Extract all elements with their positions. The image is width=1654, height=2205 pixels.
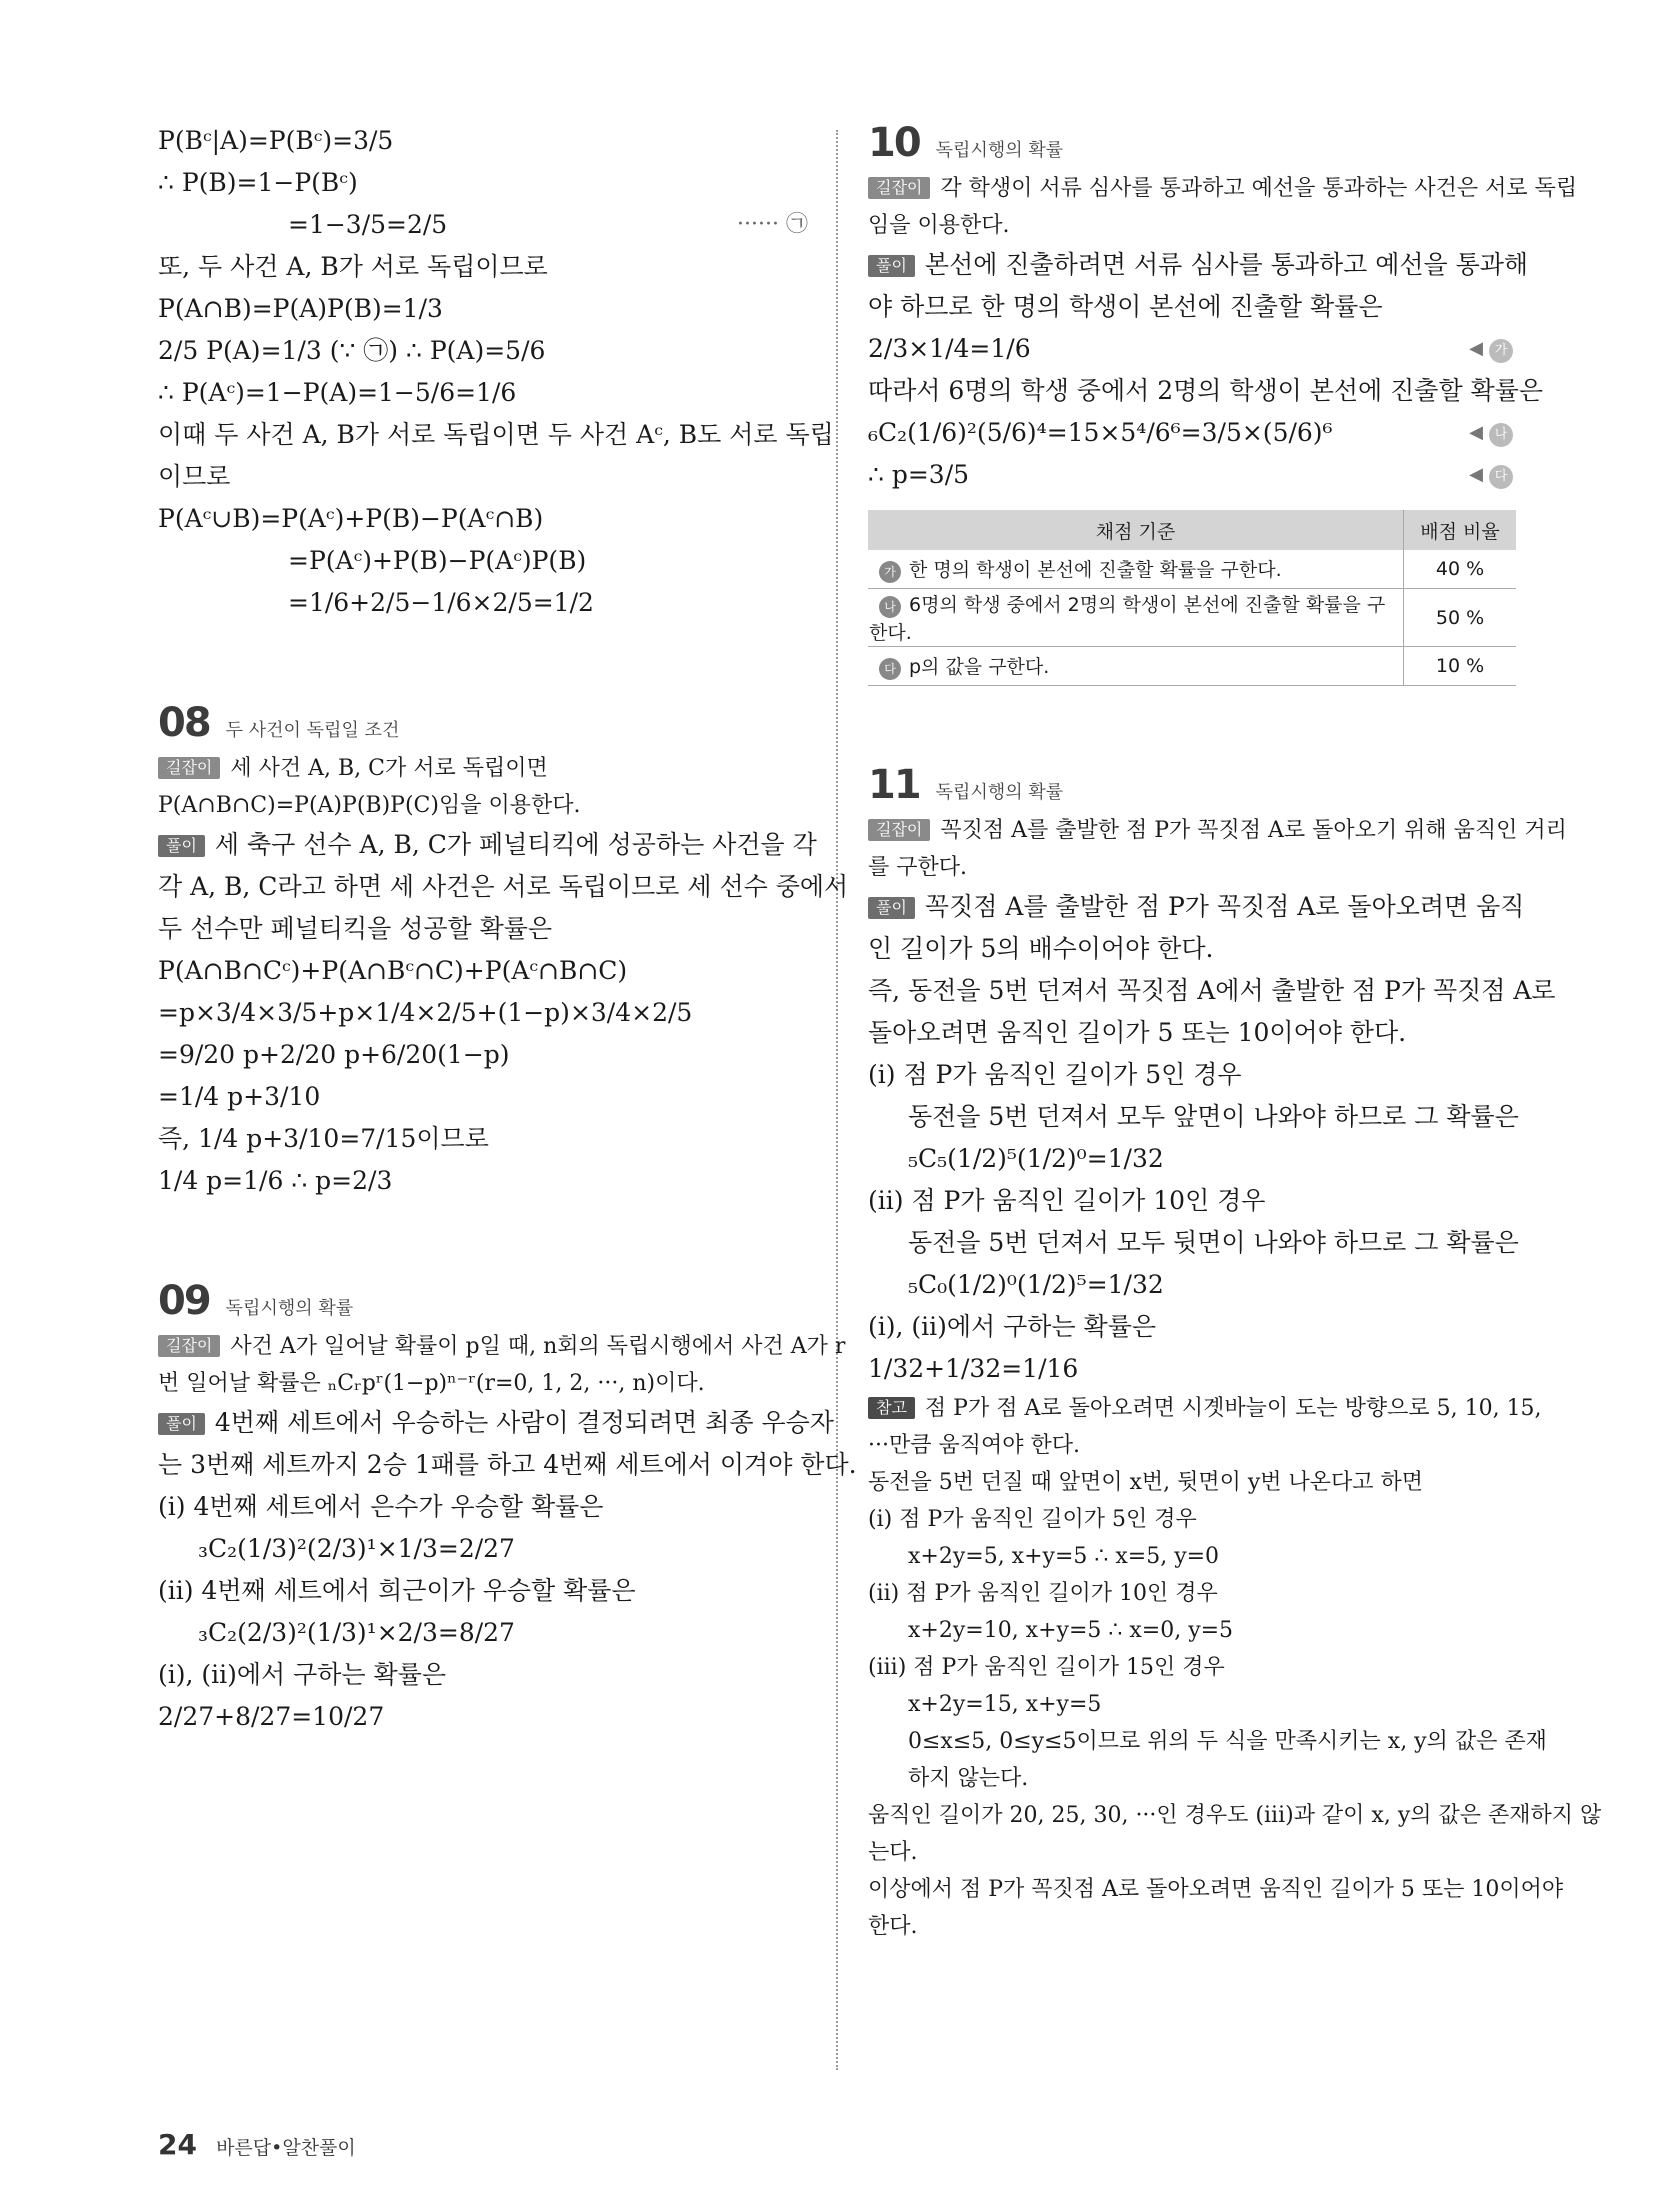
problem-title: 독립시행의 확률 bbox=[935, 140, 1064, 161]
hint-text: P(A∩B∩C)=P(A)P(B)P(C)임을 이용한다. bbox=[158, 793, 581, 818]
math-line bbox=[158, 204, 808, 246]
solution-line: 각 A, B, C라고 하면 세 사건은 서로 독립이므로 세 선수 중에서 bbox=[158, 872, 849, 901]
problem-header-09 bbox=[158, 1278, 808, 1324]
note-line: 하지 않는다. bbox=[908, 1766, 1029, 1791]
math-text: =1−3/5=2/5 bbox=[288, 210, 448, 239]
note-line: 동전을 5번 던질 때 앞면이 x번, 뒷면이 y번 나온다고 하면 bbox=[868, 1470, 1424, 1495]
hint-text: 세 사건 A, B, C가 서로 독립이면 bbox=[230, 756, 548, 781]
problem-header-08 bbox=[158, 700, 808, 746]
marker-label: 다 bbox=[1489, 465, 1513, 489]
solution-line: 동전을 5번 던져서 모두 앞면이 나와야 하므로 그 확률은 bbox=[908, 1102, 1519, 1131]
math-text: 2/3×1/4=1/6 bbox=[868, 334, 1031, 363]
left-column bbox=[158, 120, 857, 1738]
problem-title: 독립시행의 확률 bbox=[935, 782, 1064, 803]
note-text: 점 P가 점 A로 돌아오려면 시곗바늘이 도는 방향으로 5, 10, 15, bbox=[924, 1396, 1542, 1421]
step-marker: ◀ 가 bbox=[1469, 328, 1513, 370]
math-line: P(Bᶜ|A)=P(Bᶜ)=3/5 bbox=[158, 126, 394, 155]
math-line bbox=[868, 454, 1513, 496]
grading-header-ratio: 배점 비율 bbox=[1404, 510, 1517, 550]
note-line: 한다. bbox=[868, 1914, 918, 1939]
hint-text: 번 일어날 확률은 ₙCᵣpʳ(1−p)ⁿ⁻ʳ(r=0, 1, 2, ···, n)이다. bbox=[158, 1371, 705, 1396]
grading-table-header bbox=[868, 510, 1516, 550]
math-line: =1/6+2/5−1/6×2/5=1/2 bbox=[288, 588, 594, 617]
note-line: 0≤x≤5, 0≤y≤5이므로 위의 두 식을 만족시키는 x, y의 값은 존재 bbox=[908, 1729, 1547, 1754]
hint-tag: 길잡이 bbox=[868, 819, 930, 841]
row-ratio: 50 % bbox=[1404, 589, 1517, 647]
math-line: ₃C₂(1/3)²(2/3)¹×1/3=2/27 bbox=[198, 1534, 515, 1563]
solution-line: 인 길이가 5의 배수이어야 한다. bbox=[868, 934, 1214, 963]
math-line: ₃C₂(2/3)²(1/3)¹×2/3=8/27 bbox=[198, 1618, 515, 1647]
note-line: x+2y=15, x+y=5 bbox=[908, 1692, 1102, 1717]
book-title: 바른답•알찬풀이 bbox=[216, 2137, 356, 2159]
solution-line: (ii) 점 P가 움직인 길이가 10인 경우 bbox=[868, 1186, 1266, 1215]
problem-number: 11 bbox=[868, 762, 920, 808]
row-mark: 다 bbox=[879, 658, 901, 680]
table-row bbox=[868, 589, 1516, 647]
math-line: =1/4 p+3/10 bbox=[158, 1082, 321, 1111]
solution-line: (i), (ii)에서 구하는 확률은 bbox=[868, 1312, 1156, 1341]
problem-title: 독립시행의 확률 bbox=[225, 1298, 354, 1319]
math-line bbox=[868, 328, 1513, 370]
right-column bbox=[868, 120, 1602, 1945]
row-mark: 나 bbox=[879, 596, 901, 618]
note-line: ···만큼 움직여야 한다. bbox=[868, 1433, 1080, 1458]
hint-tag: 길잡이 bbox=[158, 757, 220, 779]
table-row bbox=[868, 550, 1516, 589]
hint-text: 각 학생이 서류 심사를 통과하고 예선을 통과하는 사건은 서로 독립 bbox=[940, 176, 1578, 201]
math-line: 2/27+8/27=10/27 bbox=[158, 1702, 385, 1731]
page-number: 24 bbox=[158, 2128, 197, 2161]
math-line: 즉, 1/4 p+3/10=7/15이므로 bbox=[158, 1124, 489, 1153]
solution-tag: 풀이 bbox=[158, 835, 205, 857]
solution-text: 세 축구 선수 A, B, C가 페널티킥에 성공하는 사건을 각 bbox=[214, 830, 817, 859]
solution-line: 돌아오려면 움직인 길이가 5 또는 10이어야 한다. bbox=[868, 1018, 1407, 1047]
note-line: (ii) 점 P가 움직인 길이가 10인 경우 bbox=[868, 1581, 1218, 1606]
row-text: 한 명의 학생이 본선에 진출할 확률을 구한다. bbox=[909, 559, 1282, 581]
grading-header-criteria: 채점 기준 bbox=[868, 510, 1404, 550]
solution-tag: 풀이 bbox=[868, 897, 915, 919]
marker-label: 나 bbox=[1489, 423, 1513, 447]
solution-tag: 풀이 bbox=[158, 1413, 205, 1435]
step-marker: ◀ 나 bbox=[1469, 412, 1513, 454]
solution-tag: 풀이 bbox=[868, 255, 915, 277]
math-line: 1/32+1/32=1/16 bbox=[868, 1354, 1079, 1383]
note-line: 이상에서 점 P가 꼭짓점 A로 돌아오려면 움직인 길이가 5 또는 10이어야 bbox=[868, 1877, 1564, 1902]
solution-text: 꼭짓점 A를 출발한 점 P가 꼭짓점 A로 돌아오려면 움직 bbox=[924, 892, 1525, 921]
grading-table bbox=[868, 510, 1516, 686]
solution-text: 4번째 세트에서 우승하는 사람이 결정되려면 최종 우승자 bbox=[214, 1408, 834, 1437]
note-line: x+2y=5, x+y=5 ∴ x=5, y=0 bbox=[908, 1544, 1220, 1569]
solution-line: 동전을 5번 던져서 모두 뒷면이 나와야 하므로 그 확률은 bbox=[908, 1228, 1519, 1257]
equation-mark: ······ ㉠ bbox=[737, 212, 808, 237]
solution-line: 두 선수만 페널티킥을 성공할 확률은 bbox=[158, 914, 553, 943]
text-line: 이때 두 사건 A, B가 서로 독립이면 두 사건 Aᶜ, B도 서로 독립 bbox=[158, 420, 834, 449]
hint-tag: 길잡이 bbox=[158, 1335, 220, 1357]
solution-line: 야 하므로 한 명의 학생이 본선에 진출할 확률은 bbox=[868, 292, 1383, 321]
math-line: =p×3/4×3/5+p×1/4×2/5+(1−p)×3/4×2/5 bbox=[158, 998, 693, 1027]
solution-text: 본선에 진출하려면 서류 심사를 통과하고 예선을 통과해 bbox=[924, 250, 1529, 279]
math-line: ₅C₅(1/2)⁵(1/2)⁰=1/32 bbox=[908, 1144, 1164, 1173]
row-ratio: 10 % bbox=[1404, 647, 1517, 686]
problem-number: 09 bbox=[158, 1278, 210, 1324]
math-line: ∴ P(B)=1−P(Bᶜ) bbox=[158, 168, 358, 197]
note-line: x+2y=10, x+y=5 ∴ x=0, y=5 bbox=[908, 1618, 1234, 1643]
math-line: P(A∩B)=P(A)P(B)=1/3 bbox=[158, 294, 443, 323]
solution-line: (i), (ii)에서 구하는 확률은 bbox=[158, 1660, 446, 1689]
row-text: p의 값을 구한다. bbox=[909, 656, 1050, 678]
solution-line: (i) 4번째 세트에서 은수가 우승할 확률은 bbox=[158, 1492, 604, 1521]
math-line bbox=[868, 412, 1513, 454]
problem-number: 08 bbox=[158, 700, 210, 746]
hint-text: 임을 이용한다. bbox=[868, 213, 1010, 238]
math-line: ∴ P(Aᶜ)=1−P(A)=1−5/6=1/6 bbox=[158, 378, 517, 407]
note-tag: 참고 bbox=[868, 1397, 915, 1419]
problem-number: 10 bbox=[868, 120, 920, 166]
page-footer bbox=[158, 2128, 356, 2161]
math-line: 2/5 P(A)=1/3 (∵ ㉠) ∴ P(A)=5/6 bbox=[158, 336, 546, 365]
math-line: P(A∩B∩Cᶜ)+P(A∩Bᶜ∩C)+P(Aᶜ∩B∩C) bbox=[158, 956, 628, 985]
row-mark: 가 bbox=[879, 561, 901, 583]
solution-line: 즉, 동전을 5번 던져서 꼭짓점 A에서 출발한 점 P가 꼭짓점 A로 bbox=[868, 976, 1556, 1005]
problem-header-10 bbox=[868, 120, 1513, 166]
row-ratio: 40 % bbox=[1404, 550, 1517, 589]
solution-line: 는 3번째 세트까지 2승 1패를 하고 4번째 세트에서 이겨야 한다. bbox=[158, 1450, 857, 1479]
hint-text: 를 구한다. bbox=[868, 855, 967, 880]
row-text: 6명의 학생 중에서 2명의 학생이 본선에 진출할 확률을 구한다. bbox=[869, 594, 1386, 644]
math-line: P(Aᶜ∪B)=P(Aᶜ)+P(B)−P(Aᶜ∩B) bbox=[158, 504, 544, 533]
hint-tag: 길잡이 bbox=[868, 177, 930, 199]
hint-text: 꼭짓점 A를 출발한 점 P가 꼭짓점 A로 돌아오기 위해 움직인 거리 bbox=[940, 818, 1567, 843]
math-line: =P(Aᶜ)+P(B)−P(Aᶜ)P(B) bbox=[288, 546, 587, 575]
solution-line: (ii) 4번째 세트에서 희근이가 우승할 확률은 bbox=[158, 1576, 636, 1605]
note-line: 는다. bbox=[868, 1840, 918, 1865]
table-row bbox=[868, 647, 1516, 686]
note-line: 움직인 길이가 20, 25, 30, ···인 경우도 (iii)과 같이 x, y의 값은 존재하지 않 bbox=[868, 1803, 1602, 1828]
text-line: 이므로 bbox=[158, 462, 231, 491]
math-text: ₆C₂(1/6)²(5/6)⁴=15×5⁴/6⁶=3/5×(5/6)⁶ bbox=[868, 418, 1333, 447]
column-divider bbox=[836, 130, 838, 2070]
note-line: (iii) 점 P가 움직인 길이가 15인 경우 bbox=[868, 1655, 1225, 1680]
problem-title: 두 사건이 독립일 조건 bbox=[225, 720, 400, 741]
text-line: 또, 두 사건 A, B가 서로 독립이므로 bbox=[158, 252, 548, 281]
math-text: ∴ p=3/5 bbox=[868, 460, 970, 489]
math-line: ₅C₀(1/2)⁰(1/2)⁵=1/32 bbox=[908, 1270, 1164, 1299]
note-line: (i) 점 P가 움직인 길이가 5인 경우 bbox=[868, 1507, 1197, 1532]
step-marker: ◀ 다 bbox=[1469, 454, 1513, 496]
math-line: 1/4 p=1/6 ∴ p=2/3 bbox=[158, 1166, 393, 1195]
solution-line: (i) 점 P가 움직인 길이가 5인 경우 bbox=[868, 1060, 1242, 1089]
problem-header-11 bbox=[868, 762, 1513, 808]
marker-label: 가 bbox=[1489, 339, 1513, 363]
solution-line: 따라서 6명의 학생 중에서 2명의 학생이 본선에 진출할 확률은 bbox=[868, 376, 1543, 405]
math-line: =9/20 p+2/20 p+6/20(1−p) bbox=[158, 1040, 510, 1069]
hint-text: 사건 A가 일어날 확률이 p일 때, n회의 독립시행에서 사건 A가 r bbox=[230, 1334, 846, 1359]
